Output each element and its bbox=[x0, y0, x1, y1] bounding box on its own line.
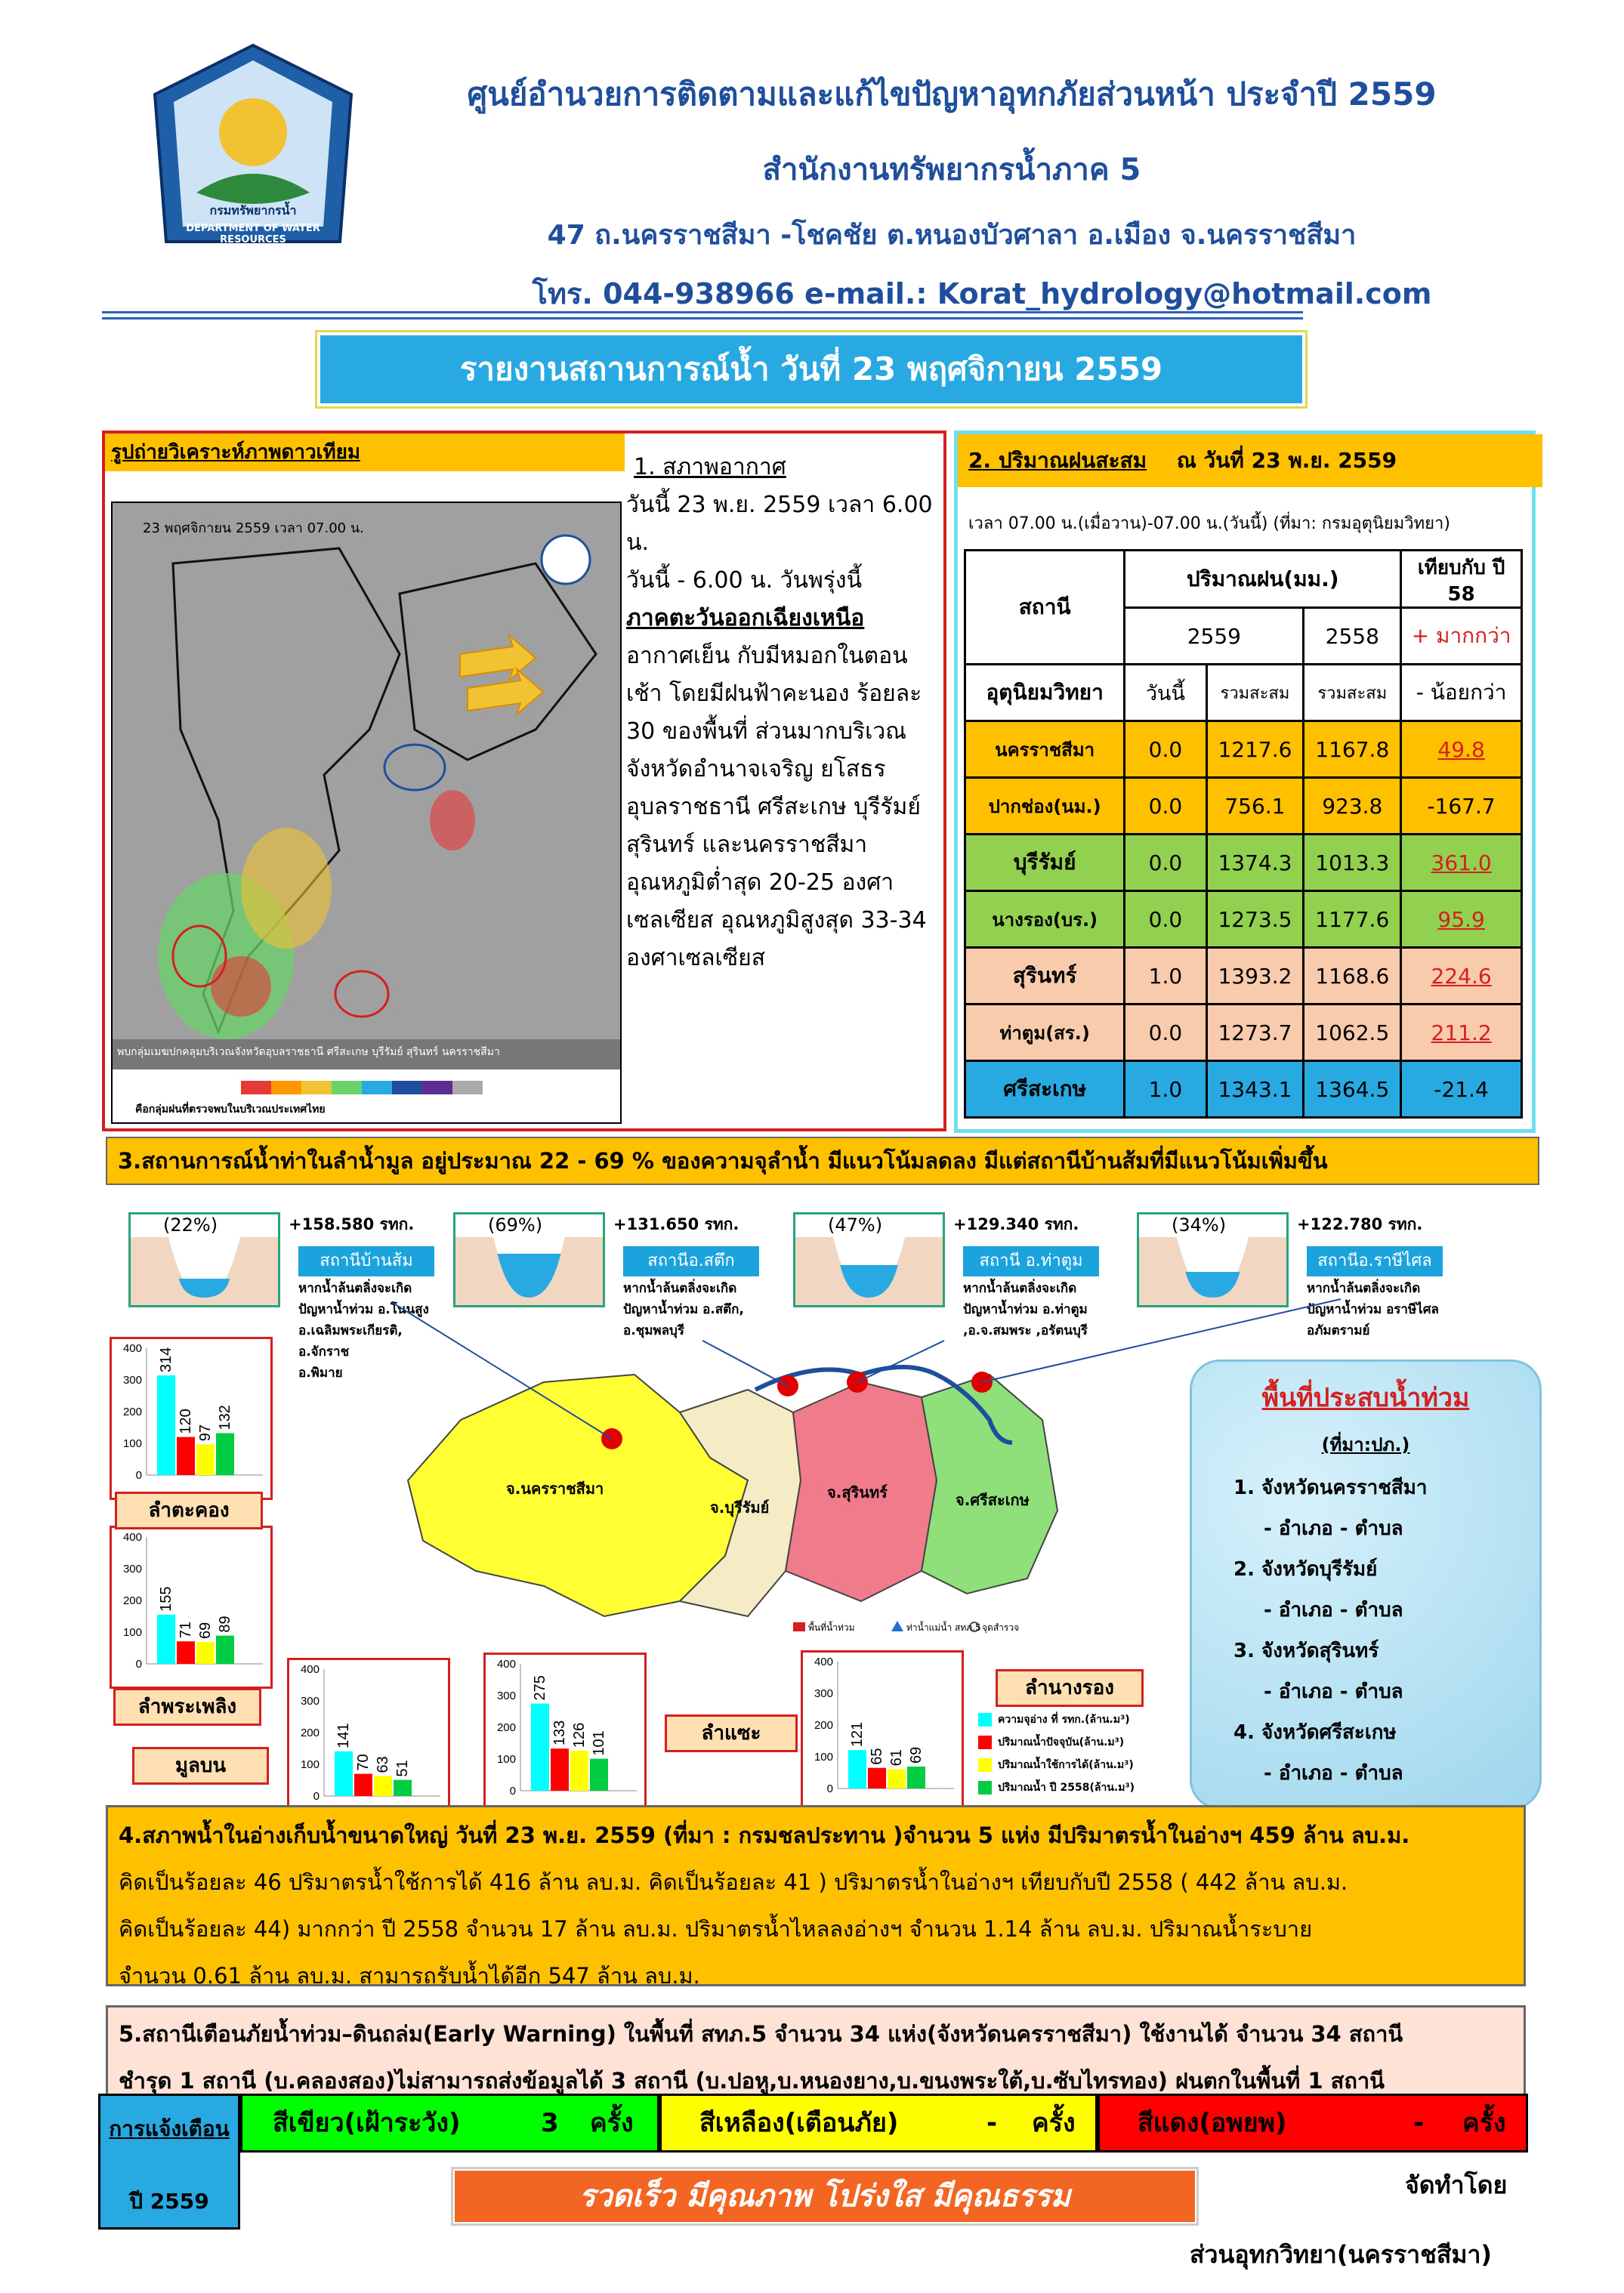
bar-value-label: 61 bbox=[888, 1749, 905, 1767]
header-office: สำนักงานทรัพยากรน้ำภาค 5 bbox=[762, 153, 1141, 187]
bar-value-label: 275 bbox=[532, 1675, 548, 1701]
dam-legend-item bbox=[978, 1731, 1205, 1754]
rainfall-header-acc2: รวมสะสม bbox=[1304, 665, 1401, 721]
weather-line: วันนี้ - 6.00 น. วันพรุ่งนี้ bbox=[626, 567, 863, 594]
dam-legend bbox=[978, 1708, 1205, 1799]
rainfall-header-more: + มากกว่า bbox=[1401, 608, 1522, 665]
bar bbox=[888, 1769, 906, 1788]
bar-value-label: 121 bbox=[849, 1721, 866, 1748]
alert-green-count: 3 bbox=[541, 2108, 559, 2138]
alert-red-unit: ครั้ง bbox=[1462, 2108, 1506, 2138]
bar-value-label: 65 bbox=[869, 1748, 885, 1765]
alert-yellow-unit: ครั้ง bbox=[1032, 2108, 1076, 2138]
river-note-line: อ.ชุมพลบุรี bbox=[623, 1323, 684, 1338]
dam-label-lamsae: ลำแซะ bbox=[665, 1714, 798, 1752]
rainfall-acc-2559: 756.1 bbox=[1206, 778, 1304, 835]
y-tick-label: 100 bbox=[122, 1626, 142, 1639]
y-tick-label: 400 bbox=[122, 1342, 142, 1355]
rainfall-diff: 211.2 bbox=[1401, 1005, 1522, 1061]
warning-section bbox=[106, 2005, 1526, 2102]
rainfall-station: บุรีรัมย์ bbox=[965, 835, 1125, 891]
map-label-surin: จ.สุรินทร์ bbox=[827, 1483, 888, 1501]
alert-label bbox=[98, 2094, 240, 2230]
alert-green-unit: ครั้ง bbox=[590, 2108, 634, 2138]
y-tick-label: 200 bbox=[122, 1594, 142, 1607]
alert-yellow bbox=[659, 2094, 1098, 2153]
alert-yellow-count: - bbox=[986, 2108, 998, 2138]
slogan-banner: รวดเร็ว มีคุณภาพ โปร่งใส มีคุณธรรม bbox=[453, 2169, 1196, 2224]
dam-legend-item bbox=[978, 1754, 1205, 1776]
bar-value-label: 155 bbox=[158, 1586, 174, 1612]
bar-value-label: 63 bbox=[375, 1756, 391, 1773]
rainfall-station: ปากช่อง(นม.) bbox=[965, 778, 1125, 835]
bar-value-label: 69 bbox=[197, 1622, 214, 1640]
rainfall-header-today: วันนี้ bbox=[1125, 665, 1206, 721]
rainfall-station: ท่าตูม(สร.) bbox=[965, 1005, 1125, 1061]
rainfall-acc-2558: 923.8 bbox=[1304, 778, 1401, 835]
header-address: 47 ถ.นครราชสีมา -โชคชัย ต.หนองบัวศาลา อ.เมือง จ.นครราชสีมา bbox=[547, 220, 1357, 251]
rainfall-today: 0.0 bbox=[1125, 1005, 1206, 1061]
river-station-label: สถานี อ.ท่าตูม bbox=[963, 1246, 1099, 1276]
reservoir-line-1: 4.สภาพน้ำในอ่างเก็บน้ำขนาดใหญ่ วันที่ 23 พ.ย. 2559 (ที่มา : กรมชลประทาน )จำนวน 5 แห่ง มีปริมาตรน้ำในอ่างฯ 459 ล้าน ลบ.ม. bbox=[119, 1822, 1410, 1848]
alert-yellow-label: สีเหลือง(เตือนภัย) bbox=[699, 2108, 899, 2138]
bar bbox=[216, 1636, 234, 1664]
y-tick-label: 100 bbox=[496, 1753, 516, 1766]
y-tick-label: 100 bbox=[300, 1758, 320, 1771]
river-capacity-percent: (69%) bbox=[483, 1214, 547, 1236]
dam-label-lamphraphloeng: ลำพระเพลิง bbox=[113, 1688, 261, 1726]
made-by-unit: ส่วนอุทกวิทยา(นครราชสีมา) bbox=[1190, 2240, 1493, 2269]
y-tick-label: 0 bbox=[135, 1658, 142, 1671]
rainfall-diff: -21.4 bbox=[1401, 1061, 1522, 1118]
rainfall-heading-date: ณ วันที่ 23 พ.ย. 2559 bbox=[1176, 448, 1397, 473]
alert-label-text: การแจ้งเตือน bbox=[109, 2116, 230, 2141]
warning-line-1: 5.สถานีเตือนภัยน้ำท่วม–ดินถล่ม(Early Warning) ในพื้นที่ สทภ.5 จำนวน 34 แห่ง(จังหวัดนครราชสีมา) ใช้งานได้ จำนวน 34 สถานี bbox=[119, 2021, 1403, 2047]
rainfall-acc-2558: 1013.3 bbox=[1304, 835, 1401, 891]
bar-value-label: 120 bbox=[178, 1409, 194, 1434]
dam-label-lamtakong: ลำตะคอง bbox=[115, 1492, 263, 1529]
rainfall-acc-2558: 1062.5 bbox=[1304, 1005, 1401, 1061]
bar-value-label: 132 bbox=[217, 1405, 233, 1430]
y-tick-label: 200 bbox=[814, 1719, 833, 1732]
logo-text-thai: กรมทรัพยากรน้ำ bbox=[209, 203, 297, 218]
bar bbox=[374, 1776, 392, 1796]
rainfall-today: 1.0 bbox=[1125, 948, 1206, 1005]
rainfall-today: 1.0 bbox=[1125, 1061, 1206, 1118]
bar bbox=[590, 1759, 608, 1791]
y-tick-label: 400 bbox=[496, 1658, 516, 1671]
legend-swatch bbox=[978, 1758, 992, 1772]
warning-line-2: ชำรุด 1 สถานี (บ.คลองสอง)ไม่สามารถส่งข้อมูลได้ 3 สถานี (บ.ปอหู,บ.หนองยาง,บ.ขนงพระใต้,บ.ซับไทรทอง) ฝนตกในพื้นที่ 1 สถานี bbox=[119, 2068, 1385, 2094]
dam-chart-svg bbox=[112, 1528, 270, 1687]
bar bbox=[531, 1704, 549, 1792]
rainfall-acc-2559: 1273.7 bbox=[1206, 1005, 1304, 1061]
flood-detail: - อำเภอ - ตำบล bbox=[1264, 1517, 1403, 1540]
bar bbox=[570, 1751, 588, 1791]
bar bbox=[216, 1434, 234, 1475]
reservoir-section bbox=[106, 1805, 1526, 1989]
alert-green bbox=[240, 2094, 659, 2153]
rainfall-header-amount: ปริมาณฝน(มม.) bbox=[1125, 551, 1401, 608]
rainfall-diff: -167.7 bbox=[1401, 778, 1522, 835]
dam-chart bbox=[287, 1658, 450, 1821]
bar-value-label: 101 bbox=[591, 1730, 607, 1756]
rainfall-diff: 95.9 bbox=[1401, 891, 1522, 948]
rainfall-station: นครราชสีมา bbox=[965, 721, 1125, 778]
flood-province: 4. จังหวัดศรีสะเกษ bbox=[1233, 1721, 1397, 1744]
river-water-level: +122.780 รทก. bbox=[1297, 1215, 1423, 1233]
river-note-line: อภัมตรามย์ bbox=[1307, 1323, 1370, 1338]
rainfall-acc-2558: 1177.6 bbox=[1304, 891, 1401, 948]
flood-area-source: (ที่มา:ปภ.) bbox=[1321, 1434, 1410, 1455]
header-center-name: ศูนย์อำนวยการติดตามและแก้ไขปัญหาอุทกภัยส่วนหน้า ประจำปี 2559 bbox=[467, 76, 1437, 113]
map-legend-flood: พื้นที่น้ำท่วม bbox=[808, 1622, 855, 1633]
made-by-label: จัดทำโดย bbox=[1405, 2171, 1508, 2199]
dam-chart bbox=[801, 1650, 964, 1813]
weather-line: อุบลราชธานี ศรีสะเกษ บุรีรัมย์ bbox=[626, 794, 921, 820]
weather-line: เซลเซียส อุณหภูมิสูงสุด 33-34 bbox=[626, 907, 927, 934]
dam-chart-svg bbox=[289, 1660, 448, 1819]
rainfall-header-compare: เทียบกับ ปี 58 bbox=[1401, 551, 1522, 608]
rainfall-station: ศรีสะเกษ bbox=[965, 1061, 1125, 1118]
y-tick-label: 200 bbox=[300, 1727, 320, 1739]
weather-line: วันนี้ 23 พ.ย. 2559 เวลา 6.00 น. bbox=[626, 492, 933, 556]
rainfall-header-2559: 2559 bbox=[1125, 608, 1304, 665]
bar-value-label: 133 bbox=[551, 1720, 568, 1746]
bar-value-label: 97 bbox=[197, 1424, 214, 1442]
rainfall-today: 0.0 bbox=[1125, 778, 1206, 835]
rainfall-acc-2559: 1374.3 bbox=[1206, 835, 1304, 891]
bar-value-label: 89 bbox=[217, 1616, 233, 1633]
header-contact: โทร. 044-938966 e-mail.: Korat_hydrology@hotmail.com bbox=[532, 277, 1432, 310]
rainfall-acc-2558: 1364.5 bbox=[1304, 1061, 1401, 1118]
y-tick-label: 300 bbox=[300, 1695, 320, 1708]
weather-heading: 1. สภาพอากาศ bbox=[634, 454, 786, 480]
dam-legend-item bbox=[978, 1776, 1205, 1799]
rainfall-heading: 2. ปริมาณฝนสะสม bbox=[968, 448, 1147, 473]
dam-label-moonbon: มูลบน bbox=[132, 1747, 269, 1785]
y-tick-label: 0 bbox=[313, 1790, 320, 1803]
legend-label: ปริมาณน้ำปัจจุบัน(ล้าน.ม³) bbox=[998, 1736, 1125, 1748]
rainfall-header-station-2: อุตุนิยมวิทยา bbox=[965, 665, 1125, 721]
river-note-line: ปัญหาน้ำท่วม อราษีไศล bbox=[1307, 1302, 1439, 1317]
y-tick-label: 0 bbox=[135, 1469, 142, 1482]
y-tick-label: 400 bbox=[814, 1656, 833, 1668]
bar-value-label: 314 bbox=[158, 1347, 174, 1373]
river-note-line: หากน้ำล้นตลิ่งจะเกิด bbox=[963, 1281, 1077, 1296]
y-tick-label: 400 bbox=[122, 1531, 142, 1544]
y-tick-label: 100 bbox=[122, 1437, 142, 1450]
bar bbox=[177, 1437, 195, 1475]
y-tick-label: 300 bbox=[122, 1563, 142, 1575]
rainfall-acc-2559: 1217.6 bbox=[1206, 721, 1304, 778]
river-station-label: สถานีอ.ราษีไศล bbox=[1307, 1246, 1443, 1276]
bar bbox=[196, 1642, 215, 1664]
dam-label-lamnangrong: ลำนางรอง bbox=[996, 1669, 1144, 1707]
weather-line: อากาศเย็น กับมีหมอกในตอน bbox=[626, 643, 908, 669]
bar-value-label: 69 bbox=[908, 1746, 925, 1764]
flood-province: 3. จังหวัดสุรินทร์ bbox=[1233, 1640, 1379, 1662]
river-water-level: +158.580 รทก. bbox=[289, 1215, 415, 1233]
bar-value-label: 141 bbox=[335, 1723, 352, 1748]
rainfall-diff: 49.8 bbox=[1401, 721, 1522, 778]
legend-label: ความจุอ่าง ที่ รทก.(ล้าน.ม³) bbox=[998, 1714, 1130, 1726]
river-note-line: ,อ.จ.สมพระ ,อรัตนบุรี bbox=[963, 1323, 1088, 1338]
flood-province: 2. จังหวัดบุรีรัมย์ bbox=[1233, 1558, 1378, 1581]
bar bbox=[394, 1780, 412, 1796]
reservoir-line-3: คิดเป็นร้อยละ 44) มากกว่า ปี 2558 จำนวน 17 ล้าน ลบ.ม. ปริมาตรน้ำไหลลงอ่างฯ จำนวน 1.14 ล้าน ลบ.ม. ปริมาณน้ำระบาย bbox=[119, 1916, 1313, 1942]
header-text: สถานี bbox=[1018, 594, 1071, 619]
bar bbox=[177, 1641, 195, 1664]
bar-value-label: 71 bbox=[178, 1621, 194, 1639]
alert-red-label: สีแดง(อพยพ) bbox=[1138, 2108, 1287, 2138]
rainfall-header-less: - น้อยกว่า bbox=[1401, 665, 1522, 721]
flood-detail: - อำเภอ - ตำบล bbox=[1264, 1762, 1403, 1785]
rainfall-subtitle: เวลา 07.00 น.(เมื่อวาน)-07.00 น.(วันนี้) (ที่มา: กรมอุตุนิยมวิทยา) bbox=[968, 514, 1450, 533]
weather-line: 30 ของพื้นที่ ส่วนมากบริเวณ bbox=[626, 718, 907, 745]
rainfall-today: 0.0 bbox=[1125, 891, 1206, 948]
rainfall-acc-2558: 1167.8 bbox=[1304, 721, 1401, 778]
rainfall-today: 0.0 bbox=[1125, 721, 1206, 778]
y-tick-label: 300 bbox=[122, 1374, 142, 1387]
bar bbox=[196, 1444, 215, 1475]
flood-detail: - อำเภอ - ตำบล bbox=[1264, 1599, 1403, 1622]
bar bbox=[848, 1750, 866, 1788]
river-note-line: อ.พิมาย bbox=[298, 1366, 343, 1381]
y-tick-label: 300 bbox=[814, 1687, 833, 1700]
satellite-heading: รูปถ่ายวิเคราะห์ภาพดาวเทียม bbox=[105, 434, 625, 471]
bar-value-label: 70 bbox=[355, 1754, 372, 1771]
bar bbox=[335, 1751, 353, 1796]
rainfall-acc-2559: 1393.2 bbox=[1206, 948, 1304, 1005]
bar-value-label: 51 bbox=[394, 1760, 411, 1777]
alert-year: ปี 2559 bbox=[129, 2189, 209, 2214]
rainfall-diff: 224.6 bbox=[1401, 948, 1522, 1005]
legend-swatch bbox=[978, 1781, 992, 1795]
y-tick-label: 200 bbox=[496, 1721, 516, 1734]
rainfall-station: นางรอง(บร.) bbox=[965, 891, 1125, 948]
flood-area-panel bbox=[1190, 1359, 1542, 1810]
map-legend-river: ท่าน้ำแม่น้ำ สทภ.5 bbox=[906, 1622, 981, 1633]
reservoir-line-2: คิดเป็นร้อยละ 46 ปริมาตรน้ำใช้การได้ 416 ล้าน ลบ.ม. คิดเป็นร้อยละ 41 ) ปริมาตรน้ำในอ่างฯ เทียบกับปี 2558 ( 442 ล้าน ลบ.ม. bbox=[119, 1869, 1348, 1895]
weather-line: สุรินทร์ และนครราชสีมา bbox=[626, 832, 868, 858]
river-note-line: ปัญหาน้ำท่วม อ.โนนสูง bbox=[298, 1302, 429, 1317]
weather-line: อุณหภูมิต่ำสุด 20-25 องศา bbox=[626, 869, 894, 896]
rainfall-acc-2559: 1343.1 bbox=[1206, 1061, 1304, 1118]
river-water-level: +129.340 รทก. bbox=[953, 1215, 1079, 1233]
river-station-label: สถานีบ้านส้ม bbox=[298, 1246, 434, 1276]
alert-green-label: สีเขียว(เฝ้าระวัง) bbox=[273, 2108, 461, 2138]
y-tick-label: 200 bbox=[122, 1406, 142, 1418]
bar-value-label: 126 bbox=[571, 1722, 588, 1748]
report-banner: รายงานสถานการณ์น้ำ วันที่ 23 พฤศจิกายน 2559 bbox=[317, 332, 1305, 406]
rainfall-diff: 361.0 bbox=[1401, 835, 1522, 891]
legend-swatch bbox=[978, 1736, 992, 1749]
dam-chart-svg bbox=[112, 1339, 270, 1498]
alert-red-count: - bbox=[1413, 2108, 1425, 2138]
bar bbox=[354, 1774, 372, 1796]
legend-label: ปริมาณน้ำ ปี 2558(ล้าน.ม³) bbox=[998, 1782, 1135, 1794]
river-note-line: หากน้ำล้นตลิ่งจะเกิด bbox=[1307, 1281, 1421, 1296]
map-label-buriram: จ.บุรีรัมย์ bbox=[710, 1498, 770, 1517]
river-water-level: +131.650 รทก. bbox=[613, 1215, 739, 1233]
bar bbox=[157, 1615, 175, 1664]
dam-chart bbox=[110, 1526, 273, 1689]
river-capacity-percent: (34%) bbox=[1167, 1214, 1230, 1236]
y-tick-label: 0 bbox=[826, 1782, 833, 1795]
weather-line: เช้า โดยมีฝนฟ้าคะนอง ร้อยละ bbox=[626, 680, 922, 707]
legend-swatch bbox=[978, 1713, 992, 1727]
weather-line: องศาเซลเซียส bbox=[626, 945, 766, 971]
map-label-sisaket: จ.ศรีสะเกษ bbox=[956, 1491, 1030, 1509]
satellite-legend-note: คือกลุ่มฝนที่ตรวจพบในบริเวณประเทศไทย bbox=[135, 1103, 326, 1116]
reservoir-line-4: จำนวน 0.61 ล้าน ลบ.ม. สามารถรับน้ำได้อีก 547 ล้าน ลบ.ม. bbox=[119, 1963, 700, 1989]
rainfall-station: สุรินทร์ bbox=[965, 948, 1125, 1005]
rainfall-acc-2558: 1168.6 bbox=[1304, 948, 1401, 1005]
map-label-korat: จ.นครราชสีมา bbox=[506, 1480, 604, 1498]
alert-red bbox=[1098, 2094, 1528, 2153]
flood-province: 1. จังหวัดนครราชสีมา bbox=[1233, 1477, 1428, 1499]
bar bbox=[157, 1375, 175, 1475]
y-tick-label: 0 bbox=[509, 1785, 516, 1798]
river-note-line: หากน้ำล้นตลิ่งจะเกิด bbox=[623, 1281, 737, 1296]
dam-legend-item bbox=[978, 1708, 1205, 1731]
y-tick-label: 300 bbox=[496, 1690, 516, 1702]
dam-chart bbox=[483, 1653, 647, 1816]
dam-chart-svg bbox=[803, 1653, 962, 1811]
weather-region: ภาคตะวันออกเฉียงเหนือ bbox=[626, 605, 865, 631]
flood-detail: - อำเภอ - ตำบล bbox=[1264, 1680, 1403, 1703]
river-capacity-percent: (47%) bbox=[823, 1214, 887, 1236]
legend-label: ปริมาณน้ำใช้การได้(ล้าน.ม³) bbox=[998, 1759, 1134, 1771]
rainfall-acc-2559: 1273.5 bbox=[1206, 891, 1304, 948]
bar bbox=[551, 1748, 569, 1791]
satellite-caption: พบกลุ่มเมฆปกคลุมบริเวณจังหวัดอุบลราชธานี ศรีสะเกษ บุรีรัมย์ สุรินทร์ นครราชสีมา bbox=[117, 1046, 500, 1058]
rainfall-header-2558: 2558 bbox=[1304, 608, 1401, 665]
rainfall-today: 0.0 bbox=[1125, 835, 1206, 891]
rainfall-header-acc1: รวมสะสม bbox=[1206, 665, 1304, 721]
dam-chart bbox=[110, 1337, 273, 1500]
y-tick-label: 400 bbox=[300, 1663, 320, 1676]
logo-text: DEPARTMENT OF WATER RESOURCES bbox=[186, 223, 320, 245]
river-note-line: ปัญหาน้ำท่วม อ.ท่าตูม bbox=[963, 1302, 1088, 1317]
map-legend-survey: จุดสำรวจ bbox=[982, 1622, 1020, 1633]
satellite-image-date: 23 พฤศจิกายน 2559 เวลา 07.00 น. bbox=[143, 520, 364, 536]
bar bbox=[907, 1767, 925, 1788]
river-note-line: หากน้ำล้นตลิ่งจะเกิด bbox=[298, 1281, 412, 1296]
flood-area-title: พื้นที่ประสบน้ำท่วม bbox=[1261, 1383, 1470, 1413]
weather-line: จังหวัดอำนาจเจริญ ยโสธร bbox=[626, 756, 886, 782]
river-heading: 3.สถานการณ์น้ำท่าในลำน้ำมูล อยู่ประมาณ 22 - 69 % ของความจุลำน้ำ มีแนวโน้มลดลง มีแต่สถานีบ้านส้มที่มีแนวโน้มเพิ่มขึ้น bbox=[106, 1137, 1539, 1185]
bar bbox=[868, 1768, 886, 1788]
river-note-line: อ.เฉลิมพระเกียรติ, อ.จักราช bbox=[298, 1323, 403, 1359]
dam-chart-svg bbox=[486, 1655, 644, 1813]
river-station-label: สถานีอ.สตึก bbox=[623, 1246, 759, 1276]
river-note-line: ปัญหาน้ำท่วม อ.สตึก, bbox=[623, 1302, 744, 1317]
y-tick-label: 100 bbox=[814, 1751, 833, 1764]
river-capacity-percent: (22%) bbox=[159, 1214, 222, 1236]
